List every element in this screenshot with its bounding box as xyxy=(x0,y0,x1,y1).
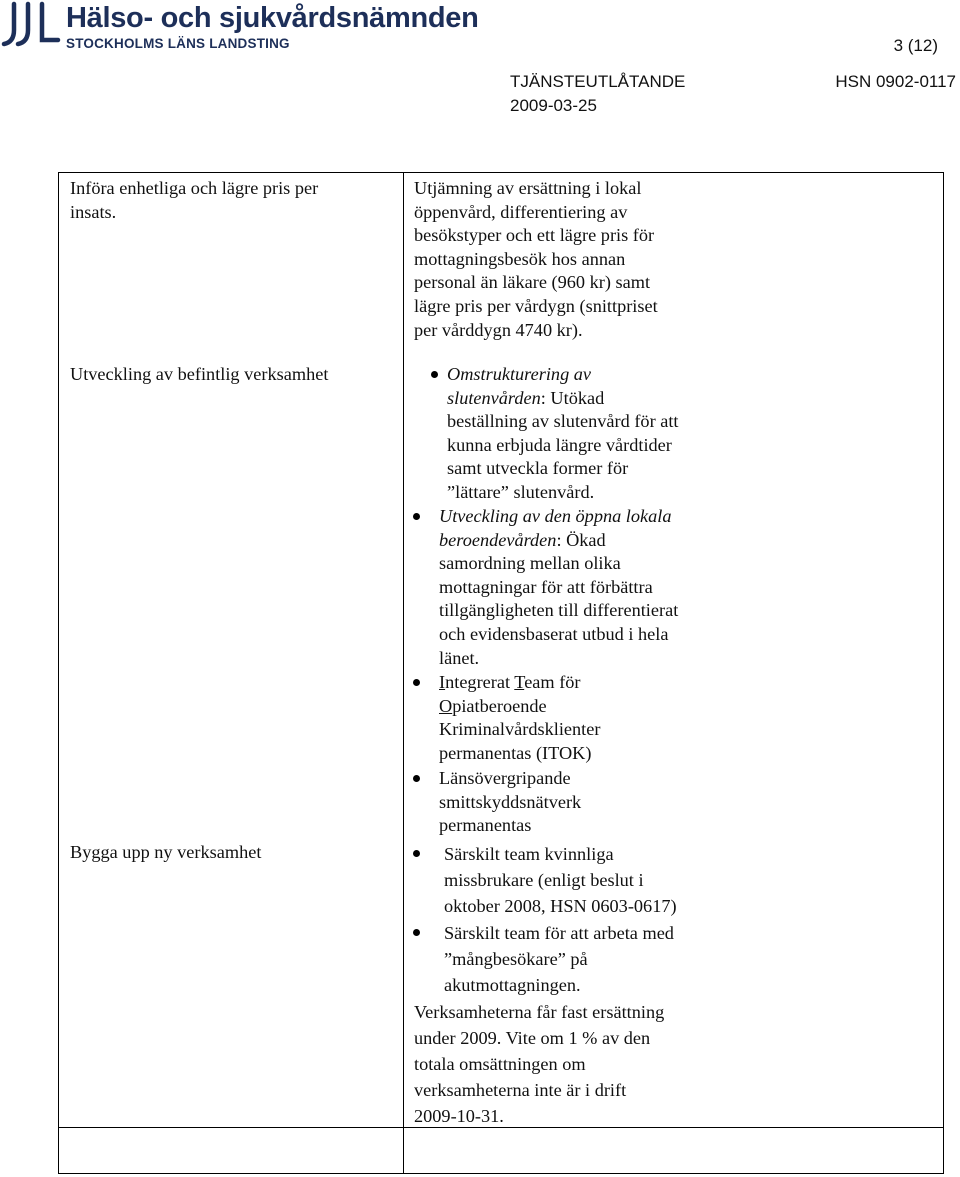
sll-logo-icon xyxy=(0,0,62,50)
list-item xyxy=(444,841,784,919)
list-item xyxy=(444,920,784,998)
bullet-text-line: och evidensbaserat utbud i hela xyxy=(439,623,669,644)
bullet-icon xyxy=(413,929,420,936)
row1-right-cell xyxy=(414,177,754,342)
paragraph-line: verksamheterna inte är i drift xyxy=(414,1080,627,1100)
bullet-heading-line: Utveckling av den öppna lokala xyxy=(439,506,672,526)
bullet-text-line: oktober 2008, HSN 0603-0617) xyxy=(444,896,677,916)
bullet-text-line: tillgängligheten till differentierat xyxy=(439,600,679,621)
bullet-text: piatberoende xyxy=(452,695,547,716)
bullet-icon xyxy=(413,850,420,857)
bullet-heading-line: beroendevården xyxy=(439,529,557,550)
bullet-heading-line: Omstrukturering av xyxy=(447,364,592,384)
bullet-text-line: akutmottagningen. xyxy=(444,975,581,995)
organization-subtitle: STOCKHOLMS LÄNS LANDSTING xyxy=(66,36,290,51)
row3-paragraph xyxy=(414,999,754,1129)
list-item xyxy=(439,671,779,765)
bullet-text: eam för xyxy=(524,672,581,692)
row1-right-line: lägre pris per vårdygn (snittpriset xyxy=(414,295,658,316)
paragraph-line: Verksamheterna får fast ersättning xyxy=(414,1002,665,1022)
page-number: 3 (12) xyxy=(893,36,938,55)
document-type: TJÄNSTEUTLÅTANDE xyxy=(510,72,686,91)
acronym-letter: O xyxy=(439,695,453,716)
bullet-text-line: missbrukare (enligt beslut i xyxy=(444,870,644,890)
bullet-text-line: permanentas xyxy=(439,815,532,836)
bullet-text-line: ”mångbesökare” på xyxy=(444,949,588,969)
bullet-heading-line: slutenvården xyxy=(447,387,541,408)
organization-title: Hälso- och sjukvårdsnämnden xyxy=(66,2,479,34)
bullet-text-line: kunna erbjuda längre vårdtider xyxy=(447,434,672,455)
bullet-text-line: mottagningar för att förbättra xyxy=(439,576,653,597)
bullet-text-line: samordning mellan olika xyxy=(439,553,621,574)
bullet-text-line: permanentas (ITOK) xyxy=(439,742,592,763)
row1-right-line: besökstyper och ett lägre pris för xyxy=(414,225,655,246)
bullet-text-line: Särskilt team kvinnliga xyxy=(444,844,614,864)
bullet-text-line: Kriminalvårdsklienter xyxy=(439,719,601,740)
measures-table xyxy=(58,172,944,1174)
row2-left-cell: Utveckling av befintlig verksamhet xyxy=(70,364,329,384)
bullet-text-line: smittskyddsnätverk xyxy=(439,791,582,812)
bullet-text-line: samt utveckla former för xyxy=(447,458,629,479)
row1-left-cell xyxy=(70,177,390,224)
bullet-icon xyxy=(413,775,420,782)
row1-right-line: personal än läkare (960 kr) samt xyxy=(414,272,651,293)
bullet-text: : Ökad xyxy=(556,529,606,550)
bullet-text: : Utökad xyxy=(540,387,605,408)
bullet-text-line: beställning av slutenvård för att xyxy=(447,411,679,432)
bullet-text-line: Särskilt team för att arbeta med xyxy=(444,923,674,943)
bullet-text-line: länet. xyxy=(439,647,480,668)
bullet-text: ntegrerat xyxy=(445,672,515,692)
list-item xyxy=(439,505,779,670)
row1-left-line: Införa enhetliga och lägre pris per xyxy=(70,178,319,198)
bullet-text-line: ”lättare” slutenvård. xyxy=(447,481,595,502)
column-divider xyxy=(403,173,404,1173)
paragraph-line: totala omsättningen om xyxy=(414,1054,586,1074)
document-date: 2009-03-25 xyxy=(510,96,597,115)
bullet-icon xyxy=(413,513,420,520)
organization-logo xyxy=(0,0,480,56)
row1-right-line: öppenvård, differentiering av xyxy=(414,201,628,222)
list-item xyxy=(447,363,777,505)
bullet-icon xyxy=(431,371,438,378)
row1-right-line: mottagningsbesök hos annan xyxy=(414,248,626,269)
paragraph-line: 2009-10-31. xyxy=(414,1106,504,1126)
row3-left-cell: Bygga upp ny verksamhet xyxy=(70,842,262,862)
bullet-text-line: Länsövergripande xyxy=(439,768,571,788)
bullet-icon xyxy=(413,679,420,686)
paragraph-line: under 2009. Vite om 1 % av den xyxy=(414,1028,651,1048)
row1-left-line: insats. xyxy=(70,201,117,222)
row1-right-line: Utjämning av ersättning i lokal xyxy=(414,178,642,198)
list-item xyxy=(439,767,779,838)
acronym-letter: I xyxy=(439,672,446,692)
row1-right-line: per vårddygn 4740 kr). xyxy=(414,319,583,340)
document-id: HSN 0902-0117 xyxy=(835,72,956,91)
acronym-letter: T xyxy=(514,672,525,692)
